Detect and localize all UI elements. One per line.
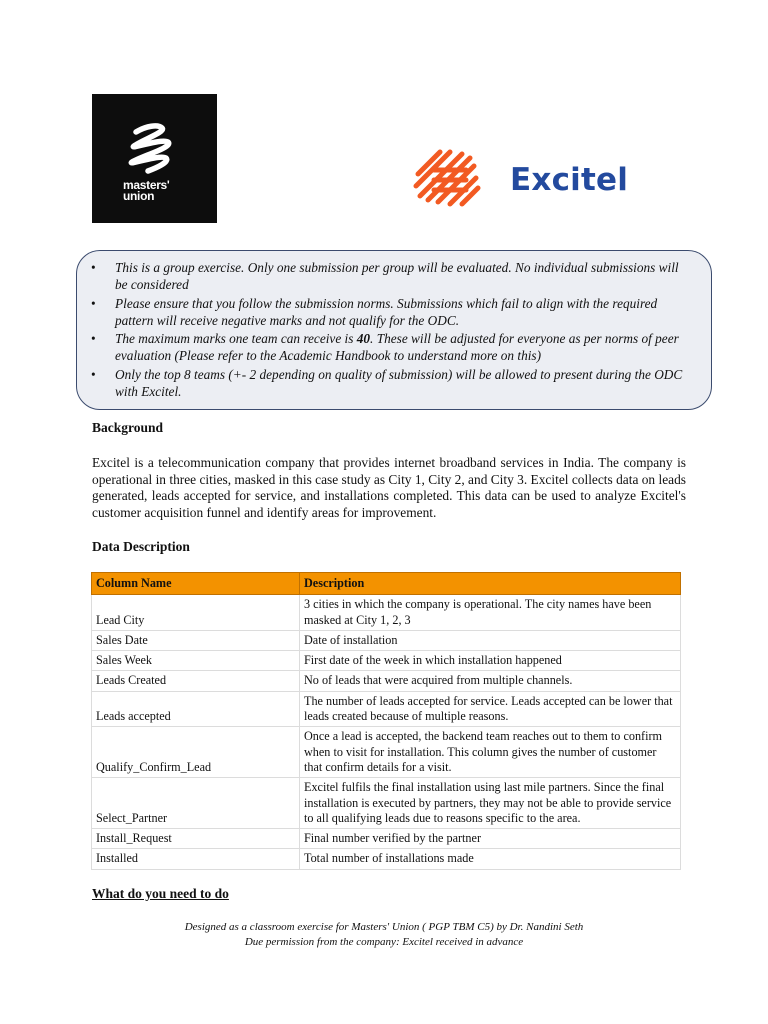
data-description-table bbox=[91, 572, 681, 870]
column-name-cell: Select_Partner bbox=[92, 778, 300, 829]
notice-item-text-after: . These will be adjusted for everyone as per norms of peer evaluation (Please refer to the Academic Handbook to understand more on this) bbox=[115, 331, 679, 363]
masters-union-logo bbox=[92, 94, 217, 223]
todo-heading: What do you need to do bbox=[92, 886, 229, 901]
notice-item: • Please ensure that you follow the submission norms. Submissions which fail to align with the required pattern will receive negative marks and not qualify for the ODC. bbox=[91, 295, 693, 329]
description-cell: Once a lead is accepted, the backend team reaches out to them to confirm when to visit for installation. This column gives the number of customer that confirm details for a visit. bbox=[300, 727, 681, 778]
background-heading: Background bbox=[92, 420, 164, 435]
description-cell: Excitel fulfils the final installation using last mile partners. Since the final installation is executed by partners, they may not be able to provide service to all qualifying leads due to reasons specific to the area. bbox=[300, 778, 681, 829]
excitel-mark-icon bbox=[410, 140, 494, 224]
column-name-cell: Leads accepted bbox=[92, 691, 300, 727]
notice-item bbox=[91, 330, 693, 364]
table-row bbox=[92, 595, 681, 631]
description-cell: First date of the week in which installation happened bbox=[300, 651, 681, 671]
description-header: Description bbox=[300, 573, 681, 595]
scribble-mark-icon bbox=[122, 122, 182, 177]
max-marks-value: 40 bbox=[356, 331, 371, 346]
description-cell: Date of installation bbox=[300, 630, 681, 650]
notice-item: • This is a group exercise. Only one submission per group will be evaluated. No individual submissions will be considered bbox=[91, 259, 693, 293]
column-name-cell: Lead City bbox=[92, 595, 300, 631]
description-cell: No of leads that were acquired from multiple channels. bbox=[300, 671, 681, 691]
excitel-wordmark: Excitel bbox=[510, 162, 629, 198]
column-name-cell: Install_Request bbox=[92, 829, 300, 849]
footer-permission-line: Due permission from the company: Excitel received in advance bbox=[244, 936, 524, 948]
table-row bbox=[92, 671, 681, 691]
table-row bbox=[92, 829, 681, 849]
table-row bbox=[92, 691, 681, 727]
excitel-logo bbox=[410, 140, 650, 224]
notice-item-text-before: The maximum marks one team can receive is bbox=[115, 331, 357, 346]
background-paragraph: Excitel is a telecommunication company that provides internet broadband services in India. The company is operational in three cities, masked in this case study as City 1, City 2, and City 3. Excitel collects data on leads generated, leads accepted for service, and installations completed. This data can be used to analyze Excitel's customer acquisition funnel and identify areas for improvement. bbox=[92, 455, 686, 520]
instructions-list bbox=[77, 251, 711, 400]
table-row bbox=[92, 727, 681, 778]
masters-union-line1: masters' bbox=[123, 178, 170, 192]
column-name-header: Column Name bbox=[92, 573, 300, 595]
masters-union-line2: union bbox=[123, 189, 155, 203]
description-cell: 3 cities in which the company is operational. The city names have been masked at City 1, 2, 3 bbox=[300, 595, 681, 631]
notice-item: • Only the top 8 teams (+- 2 depending on quality of submission) will be allowed to present during the ODC with Excitel. bbox=[91, 366, 693, 400]
footer bbox=[0, 920, 768, 950]
table-row bbox=[92, 630, 681, 650]
table-row bbox=[92, 778, 681, 829]
description-cell: The number of leads accepted for service. Leads accepted can be lower that leads created because of multiple reasons. bbox=[300, 691, 681, 727]
table-header-row bbox=[92, 573, 681, 595]
instructions-notice-box bbox=[76, 250, 712, 410]
column-name-cell: Sales Week bbox=[92, 651, 300, 671]
masters-union-wordmark bbox=[123, 180, 170, 202]
column-name-cell: Leads Created bbox=[92, 671, 300, 691]
description-cell: Final number verified by the partner bbox=[300, 829, 681, 849]
column-name-cell: Sales Date bbox=[92, 630, 300, 650]
description-cell: Total number of installations made bbox=[300, 849, 681, 869]
column-name-cell: Installed bbox=[92, 849, 300, 869]
footer-credit-line: Designed as a classroom exercise for Masters' Union ( PGP TBM C5) by Dr. Nandini Seth bbox=[184, 921, 584, 933]
column-name-cell: Qualify_Confirm_Lead bbox=[92, 727, 300, 778]
table-row bbox=[92, 651, 681, 671]
data-description-heading: Data Description bbox=[92, 539, 190, 554]
table-row bbox=[92, 849, 681, 869]
